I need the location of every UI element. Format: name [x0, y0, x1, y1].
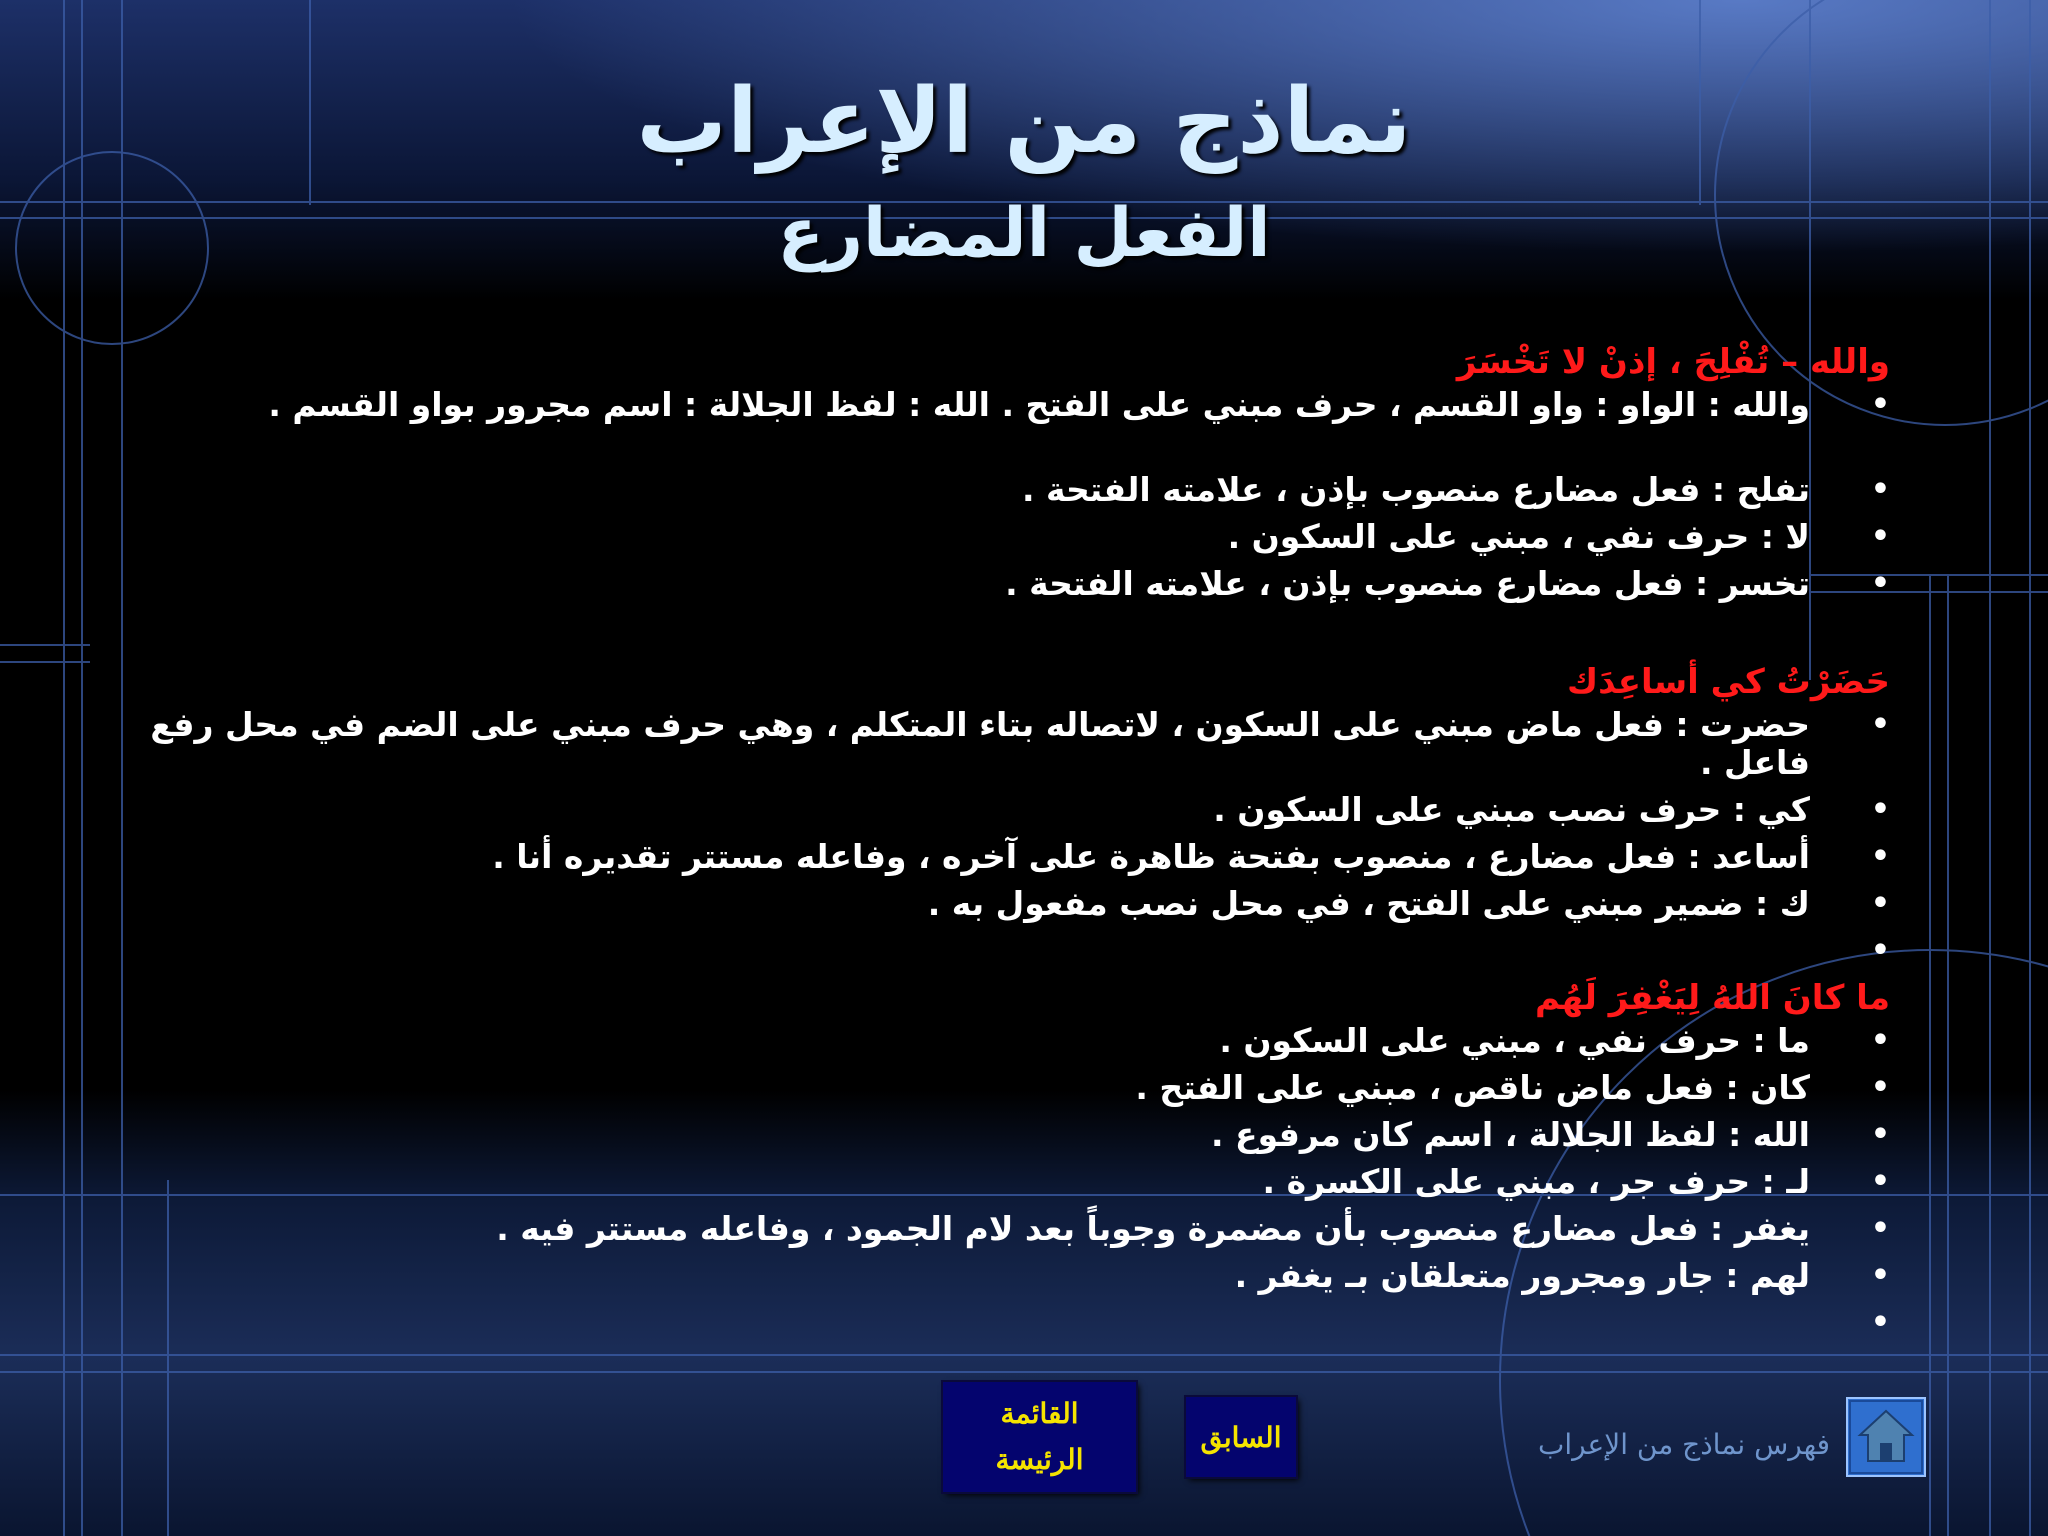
parsing-list: [140, 706, 1890, 976]
previous-button[interactable]: السابق: [1186, 1397, 1296, 1477]
list-item: • تفلح : فعل مضارع منصوب بإذن ، علامته الفتحة .: [140, 471, 1890, 518]
spacer: [140, 612, 1890, 660]
example-sentence: حَضَرْتُ كي أساعِدَك: [1566, 662, 1890, 702]
list-item: • كي : حرف نصب مبني على السكون .: [140, 791, 1890, 838]
main-menu-label: [996, 1391, 1084, 1483]
list-item: • تخسر : فعل مضارع منصوب بإذن ، علامته الفتحة .: [140, 565, 1890, 612]
list-item: • كان : فعل ماض ناقص ، مبني على الفتح .: [140, 1069, 1890, 1116]
example-block-3: [140, 976, 1890, 1348]
main-menu-label-line2: الرئيسة: [995, 1443, 1084, 1476]
parsing-list: [140, 386, 1890, 612]
list-item: • ك : ضمير مبني على الفتح ، في محل نصب مفعول به .: [140, 885, 1890, 932]
list-item: • لا : حرف نفي ، مبني على السكون .: [140, 518, 1890, 565]
home-icon[interactable]: [1846, 1397, 1926, 1477]
main-menu-button[interactable]: [943, 1382, 1136, 1492]
parsing-examples: [140, 340, 1890, 1348]
empty-list-item: [140, 1304, 1890, 1348]
example-block-1: [140, 340, 1890, 612]
list-item: • لهم : جار ومجرور متعلقان بـ يغفر .: [140, 1257, 1890, 1304]
list-item: • والله : الواو : واو القسم ، حرف مبني على الفتح . الله : لفظ الجلالة : اسم مجرور بواو القسم .: [140, 386, 1890, 471]
example-block-2: [140, 660, 1890, 976]
empty-list-item: [140, 932, 1890, 976]
example-sentence: والله – تُفْلِحَ ، إذنْ لا تَخْسَرَ: [1456, 342, 1890, 382]
index-link[interactable]: فهرس نماذج من الإعراب: [1537, 1428, 1830, 1461]
page-subtitle: الفعل المضارع: [777, 194, 1271, 273]
list-item: • ما : حرف نفي ، مبني على السكون .: [140, 1022, 1890, 1069]
main-menu-label-line1: القائمة: [1000, 1397, 1079, 1430]
list-item: • أساعد : فعل مضارع ، منصوب بفتحة ظاهرة على آخره ، وفاعله مستتر تقديره أنا .: [140, 838, 1890, 885]
page-title: نماذج من الإعراب: [636, 69, 1412, 174]
parsing-list: [140, 1022, 1890, 1348]
list-item: • حضرت : فعل ماض مبني على السكون ، لاتصاله بتاء المتكلم ، وهي حرف مبني على الضم في محل رفع فاعل .: [140, 706, 1890, 791]
list-item: • الله : لفظ الجلالة ، اسم كان مرفوع .: [140, 1116, 1890, 1163]
list-item: • لـ : حرف جر ، مبني على الكسرة .: [140, 1163, 1890, 1210]
example-sentence: ما كانَ اللهُ لِيَغْفِرَ لَهُم: [1535, 978, 1890, 1018]
list-item: • يغفر : فعل مضارع منصوب بأن مضمرة وجوباً بعد لام الجمود ، وفاعله مستتر فيه .: [140, 1210, 1890, 1257]
